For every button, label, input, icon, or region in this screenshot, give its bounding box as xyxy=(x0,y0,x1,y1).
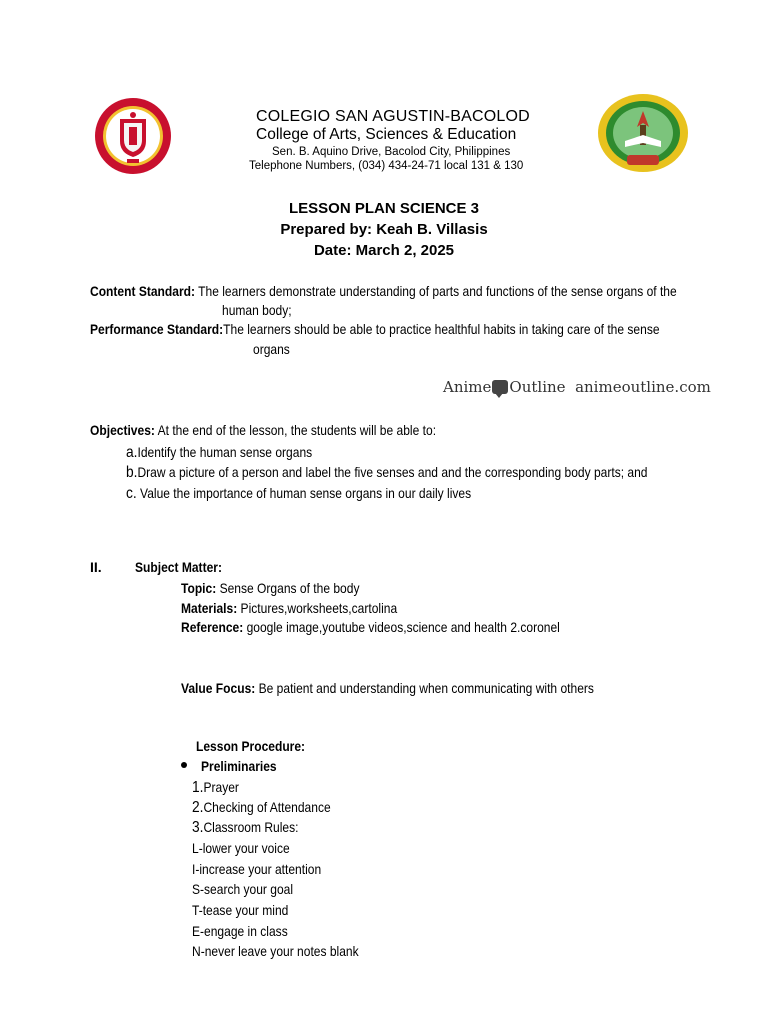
rule-l xyxy=(192,839,306,857)
colegio-san-agustin-seal xyxy=(94,97,172,175)
step-text: Classroom Rules: xyxy=(203,819,299,835)
content-standard-text-2: human body; xyxy=(222,302,292,318)
speech-bubble-icon xyxy=(492,380,508,394)
rule-s xyxy=(192,880,310,898)
school-telephone: Telephone Numbers, (034) 434-24-71 local 131 & 130 xyxy=(249,160,524,172)
performance-standard-cont xyxy=(253,340,296,358)
performance-standard-label: Performance Standard: xyxy=(90,321,224,337)
topic-line xyxy=(181,579,389,597)
watermark-domain: animeoutline.com xyxy=(575,378,711,396)
objective-text: Identify the human sense organs xyxy=(137,444,313,460)
step-text: Checking of Attendance xyxy=(203,799,331,815)
subject-matter-heading xyxy=(135,558,236,576)
rule-i xyxy=(192,860,342,878)
topic-label: Topic: xyxy=(181,580,217,596)
rule-text: E-engage in class xyxy=(192,923,288,939)
materials-line xyxy=(181,599,432,617)
rule-text: N-never leave your notes blank xyxy=(192,943,359,959)
rule-text: S-search your goal xyxy=(192,881,294,897)
lesson-procedure-heading-text: Lesson Procedure: xyxy=(196,738,306,754)
college-name: College of Arts, Sciences & Education xyxy=(256,126,517,143)
content-standard-label: Content Standard: xyxy=(90,283,196,299)
section-numeral xyxy=(90,558,102,576)
rule-e xyxy=(192,922,303,940)
rule-text: I-increase your attention xyxy=(192,861,322,877)
rule-text: T-tease your mind xyxy=(192,902,289,918)
value-focus-label: Value Focus: xyxy=(181,680,256,696)
content-standard-text: The learners demonstrate understanding of parts and functions of the sense organs of the xyxy=(195,283,677,299)
objective-marker: c. xyxy=(126,485,137,502)
bullet-icon xyxy=(181,762,187,768)
csa-b-college-seal xyxy=(597,93,689,173)
watermark xyxy=(443,378,711,396)
objective-text: Value the importance of human sense organs in our daily lives xyxy=(136,485,472,501)
reference-value: google image,youtube videos,science and health 2.coronel xyxy=(243,619,560,635)
school-address: Sen. B. Aquino Drive, Bacolod City, Philippines xyxy=(272,146,511,158)
performance-standard-text-2: organs xyxy=(253,341,290,357)
rule-t xyxy=(192,901,304,919)
lesson-procedure-heading xyxy=(196,737,323,755)
performance-standard xyxy=(90,320,752,338)
subject-matter-heading-text: Subject Matter: xyxy=(135,559,222,575)
materials-value: Pictures,worksheets,cartolina xyxy=(237,600,398,616)
objective-a xyxy=(126,443,342,462)
content-standard xyxy=(90,282,768,300)
step-marker: 2. xyxy=(192,799,204,816)
objective-b xyxy=(126,463,732,482)
step-marker: 1. xyxy=(192,779,204,796)
rule-text: L-lower your voice xyxy=(192,840,290,856)
objective-text: Draw a picture of a person and label the five senses and and the corresponding body parts; and xyxy=(137,464,648,480)
prepared-by: Prepared by: Keah B. Villasis xyxy=(280,221,488,238)
reference-label: Reference: xyxy=(181,619,244,635)
lesson-plan-title: LESSON PLAN SCIENCE 3 xyxy=(288,200,480,217)
objectives-text: At the end of the lesson, the students will be able to: xyxy=(154,422,437,438)
value-focus-line xyxy=(181,679,661,697)
objective-c xyxy=(126,484,527,503)
content-standard-cont xyxy=(222,301,303,319)
procedure-step-2 xyxy=(192,798,353,817)
objectives-intro xyxy=(90,421,492,439)
performance-standard-text: The learners should be able to practice healthful habits in taking care of the sense xyxy=(223,321,660,337)
watermark-left: Anime xyxy=(443,378,492,396)
preliminaries-label: Preliminaries xyxy=(201,758,277,774)
preliminaries-bullet xyxy=(181,757,289,775)
reference-line xyxy=(181,618,622,636)
school-name: COLEGIO SAN AGUSTIN-BACOLOD xyxy=(256,108,530,125)
lesson-date: Date: March 2, 2025 xyxy=(313,242,455,259)
step-text: Prayer xyxy=(203,779,239,795)
procedure-step-3 xyxy=(192,818,316,837)
objective-marker: b. xyxy=(126,464,138,481)
watermark-right: Outline xyxy=(509,378,566,396)
topic-value: Sense Organs of the body xyxy=(216,580,360,596)
step-marker: 3. xyxy=(192,819,204,836)
rule-n xyxy=(192,942,386,960)
objectives-label: Objectives: xyxy=(90,422,155,438)
materials-label: Materials: xyxy=(181,600,238,616)
objective-marker: a. xyxy=(126,444,138,461)
section-numeral-text: II. xyxy=(90,559,102,575)
procedure-step-1 xyxy=(192,778,247,797)
value-focus-value: Be patient and understanding when communicating with others xyxy=(255,680,594,696)
